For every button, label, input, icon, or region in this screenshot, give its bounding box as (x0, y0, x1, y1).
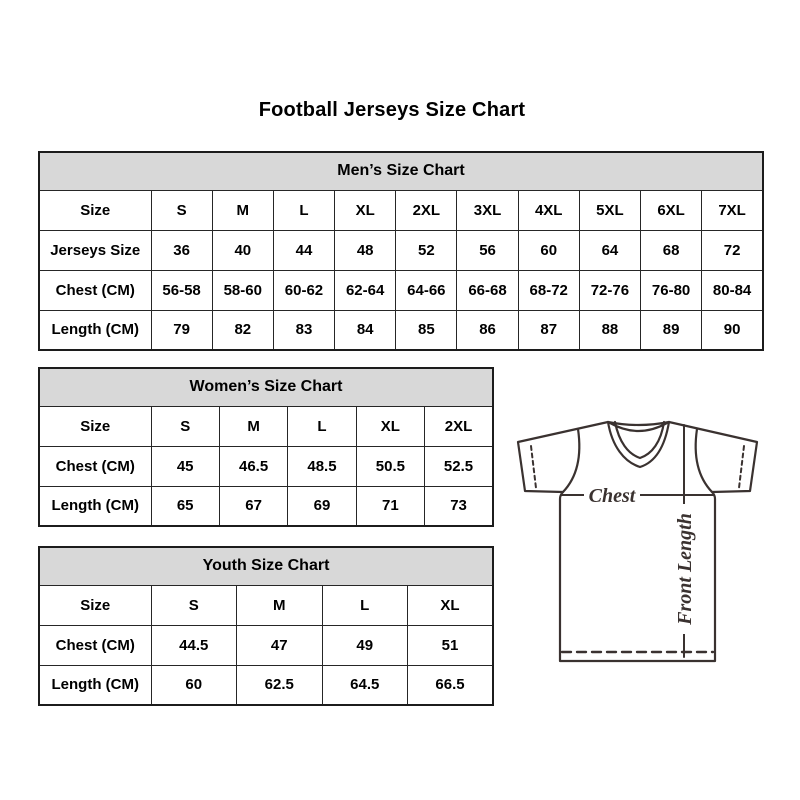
men-table-header: Men’s Size Chart (39, 152, 763, 190)
row-label-cell: Length (CM) (39, 310, 151, 350)
table-cell: 66.5 (408, 665, 494, 705)
table-cell: 60 (151, 665, 237, 705)
table-cell: 79 (151, 310, 212, 350)
page-title: Football Jerseys Size Chart (258, 99, 526, 121)
table-cell: 2XL (425, 406, 493, 446)
table-cell: 80-84 (702, 270, 763, 310)
table-cell: 72 (702, 230, 763, 270)
table-cell: 82 (212, 310, 273, 350)
table-cell: XL (335, 190, 396, 230)
men-table-row (39, 310, 763, 350)
table-cell: 56-58 (151, 270, 212, 310)
table-cell: 64.5 (322, 665, 408, 705)
women-table-row (39, 446, 493, 486)
table-cell: 36 (151, 230, 212, 270)
table-cell: 6XL (641, 190, 702, 230)
table-cell: L (273, 190, 334, 230)
table-cell: 87 (518, 310, 579, 350)
row-label-cell: Length (CM) (39, 486, 151, 526)
women-table-row (39, 486, 493, 526)
table-cell: 48.5 (288, 446, 356, 486)
table-cell: 72-76 (579, 270, 640, 310)
table-cell: 64 (579, 230, 640, 270)
right-sleeve-seam (696, 429, 712, 492)
youth-table-row (39, 625, 493, 665)
table-cell: 50.5 (356, 446, 424, 486)
table-cell: XL (356, 406, 424, 446)
table-cell: L (322, 585, 408, 625)
table-cell: M (237, 585, 323, 625)
table-cell: M (212, 190, 273, 230)
left-cuff-dashed-line (531, 446, 536, 488)
table-cell: S (151, 190, 212, 230)
table-cell: 66-68 (457, 270, 518, 310)
table-cell: 88 (579, 310, 640, 350)
youth-table-row (39, 585, 493, 625)
table-cell: 71 (356, 486, 424, 526)
table-cell: 83 (273, 310, 334, 350)
table-cell: 40 (212, 230, 273, 270)
table-cell: 84 (335, 310, 396, 350)
table-cell: 86 (457, 310, 518, 350)
table-cell: 46.5 (219, 446, 287, 486)
row-label-cell: Size (39, 585, 151, 625)
left-sleeve-seam (563, 429, 579, 492)
youth-table-header: Youth Size Chart (39, 547, 493, 585)
table-cell: 45 (151, 446, 219, 486)
table-cell: 48 (335, 230, 396, 270)
row-label-cell: Chest (CM) (39, 270, 151, 310)
table-cell: 60 (518, 230, 579, 270)
table-cell: 85 (396, 310, 457, 350)
row-label-cell: Length (CM) (39, 665, 151, 705)
row-label-cell: Chest (CM) (39, 625, 151, 665)
table-cell: 52 (396, 230, 457, 270)
table-cell: 68-72 (518, 270, 579, 310)
table-cell: 2XL (396, 190, 457, 230)
table-cell: 7XL (702, 190, 763, 230)
table-cell: 76-80 (641, 270, 702, 310)
table-cell: XL (408, 585, 494, 625)
table-cell: 62.5 (237, 665, 323, 705)
front-length-label: Front Length (674, 513, 696, 625)
table-cell: 49 (322, 625, 408, 665)
table-cell: 58-60 (212, 270, 273, 310)
table-cell: 56 (457, 230, 518, 270)
mens-size-chart-table (38, 151, 764, 351)
table-cell: 69 (288, 486, 356, 526)
chest-label: Chest (588, 485, 636, 507)
table-cell: 51 (408, 625, 494, 665)
right-cuff-dashed-line (739, 446, 744, 488)
table-cell: 47 (237, 625, 323, 665)
row-label-cell: Jerseys Size (39, 230, 151, 270)
table-cell: 73 (425, 486, 493, 526)
row-label-cell: Size (39, 190, 151, 230)
youth-size-chart-table (38, 546, 494, 706)
table-cell: M (219, 406, 287, 446)
table-cell: 60-62 (273, 270, 334, 310)
table-cell: 68 (641, 230, 702, 270)
table-cell: 67 (219, 486, 287, 526)
women-table-header: Women’s Size Chart (39, 368, 493, 406)
jersey-diagram-svg (500, 404, 775, 674)
table-cell: 5XL (579, 190, 640, 230)
row-label-cell: Chest (CM) (39, 446, 151, 486)
table-cell: 4XL (518, 190, 579, 230)
table-cell: 90 (702, 310, 763, 350)
men-table-row (39, 230, 763, 270)
table-cell: 44 (273, 230, 334, 270)
jersey-measurement-diagram (500, 404, 775, 674)
table-cell: 89 (641, 310, 702, 350)
youth-table-row (39, 665, 493, 705)
womens-size-chart-table (38, 367, 494, 527)
table-cell: 3XL (457, 190, 518, 230)
table-cell: 65 (151, 486, 219, 526)
table-cell: L (288, 406, 356, 446)
table-cell: 52.5 (425, 446, 493, 486)
table-cell: 44.5 (151, 625, 237, 665)
table-cell: S (151, 585, 237, 625)
row-label-cell: Size (39, 406, 151, 446)
men-table-row (39, 190, 763, 230)
table-cell: 62-64 (335, 270, 396, 310)
men-table-row (39, 270, 763, 310)
table-cell: 64-66 (396, 270, 457, 310)
table-cell: S (151, 406, 219, 446)
women-table-row (39, 406, 493, 446)
